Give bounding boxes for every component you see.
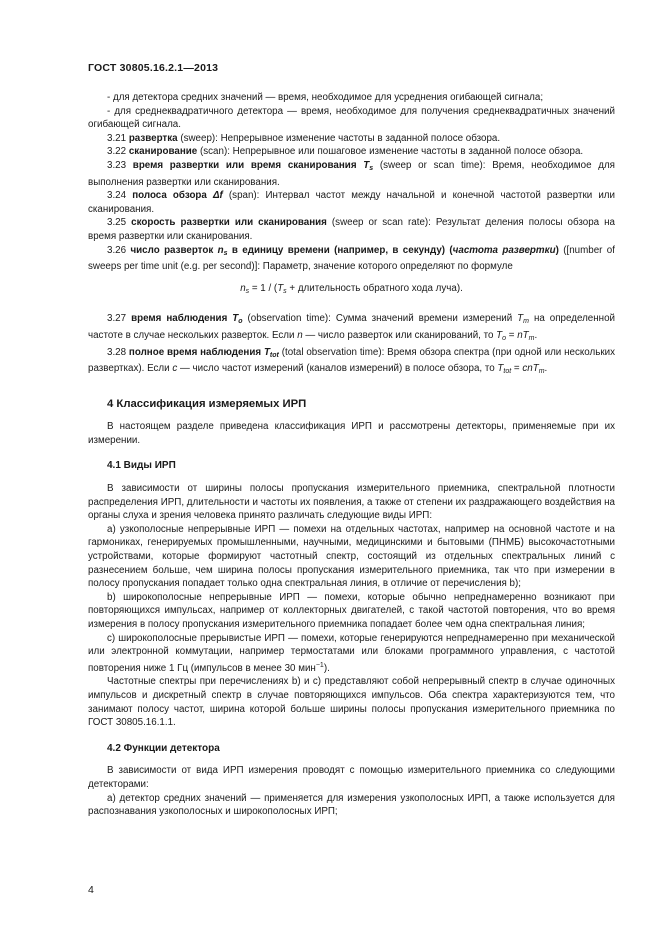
term-3-26: 3.26 число разверток $n_s$ в единицу времени (например, в секунду) (частота развертки) ([number of sweeps per time unit (e.g. per second)]: Параметр, значение которого определяют по формуле	[88, 244, 615, 273]
term-3-25: 3.25 скорость развертки или сканирования (sweep or scan rate): Результат деления полосы обзора на время развертки или сканирования.	[88, 217, 615, 242]
intro-item: - для детектора средних значений — время, необходимое для усреднения огибающей сигнала;	[107, 92, 544, 103]
term-3-21: 3.21 развертка (sweep): Непрерывное изменение частоты в заданной полосе обзора.	[107, 132, 501, 144]
term-3-28: 3.28 полное время наблюдения $T_{tot}$ (total observation time): Время обзора спектра (при одной или нескольких развертках). Если c — число частот измерений (каналов измерений) в полосе обзора, то $T_{tot} = cnT_m$.	[88, 346, 615, 376]
section-4-2-title: 4.2 Функции детектора	[107, 742, 220, 754]
section-4-1-title: 4.1 Виды ИРП	[107, 460, 176, 472]
list-item-a: а) детектор средних значений — применяется для измерения узкополосных ИРП, а также используется для распознавания узкополосных и широкополосных ИРП;	[88, 792, 615, 818]
term-3-23: 3.23 время развертки или время сканирования $T_s$ (sweep or scan time): Время, необходимое для выполнения развертки или сканирования.	[88, 159, 615, 188]
term-3-27: 3.27 время наблюдения $T_o$ (observation time): Сумма значений времени измерений $T_m$ на определенной частоте в случае нескольких разверток. Если n — число разверток или сканирований, то $T_o = nT_m$.	[88, 313, 615, 342]
term-3-22: 3.22 сканирование (scan): Непрерывное или пошаговое изменение частоты в заданной полосе обзора.	[107, 146, 584, 158]
paragraph: В зависимости от ширины полосы пропускания измерительного приемника, спектральной плотности распределения ИРП, длительности и частоты их появления, а также от степени их раздражающего воздействия на органы слуха и зрения человека принято различать следующие виды ИРП:	[88, 483, 615, 522]
list-item-a: а) узкополосные непрерывные ИРП — помехи на отдельных частотах, например на основной частоте и на гармониках, генерируемых промышленными, научными, медицинскими и бытовыми (ПНМБ) высокочастотными устройствами, которые формируют частотный спектр, состоящий из отдельных спектральных линий с разнесением больше, чем ширина полосы пропускания измерительного приемника, так что при измерении в полосу пропускания попадает только одна спектральная линия, в отличие от перечисления b);	[88, 523, 615, 590]
intro-item: - для среднеквадратичного детектора — время, необходимое для получения среднеквадратичных значений огибающей сигнала.	[88, 105, 615, 131]
paragraph: Частотные спектры при перечислениях b) и c) представляют собой непрерывный спектр в случае одиночных импульсов и дискретный спектр в случае повторяющихся импульсов. Оба спектра характеризуются тем, что занимают полосу частот, ширина которой больше ширины полосы пропускания измерительного приемника по ГОСТ 30805.16.1.1.	[88, 676, 615, 729]
page-number: 4	[88, 884, 94, 896]
section-4-intro: В настоящем разделе приведена классификация ИРП и рассмотрены детекторы, применяемые при их измерении.	[88, 421, 615, 446]
list-item-c: с) широкополосные прерывистые ИРП — помехи, которые генерируются непреднамеренно при механической или электронной коммутации, например термостатами или блоками программного управления, с частотой повторения ниже 1 Гц (импульсов в менее 30 мин$^{-1}$).	[88, 632, 615, 674]
paragraph: В зависимости от вида ИРП измерения проводят с помощью измерительного приемника со следующими детекторами:	[88, 765, 615, 790]
page-header: ГОСТ 30805.16.2.1—2013	[88, 62, 219, 74]
formula-ns: $n_s = 1 / (T_s$ + длительность обратного хода луча).	[240, 282, 463, 295]
term-3-24: 3.24 полоса обзора Δf (span): Интервал частот между начальной и конечной частотой развертки или сканирования.	[88, 190, 615, 215]
document-body	[88, 91, 615, 819]
list-item-b: b) широкополосные непрерывные ИРП — помехи, которые обычно непреднамеренно возникают при повторяющихся импульсах, например от коллекторных двигателей, с такой частотой повторения, что во время измерения в полосу пропускания измерительного приемника попадает более чем одна спектральная линия;	[88, 591, 615, 630]
section-4-title: 4 Классификация измеряемых ИРП	[107, 397, 307, 410]
